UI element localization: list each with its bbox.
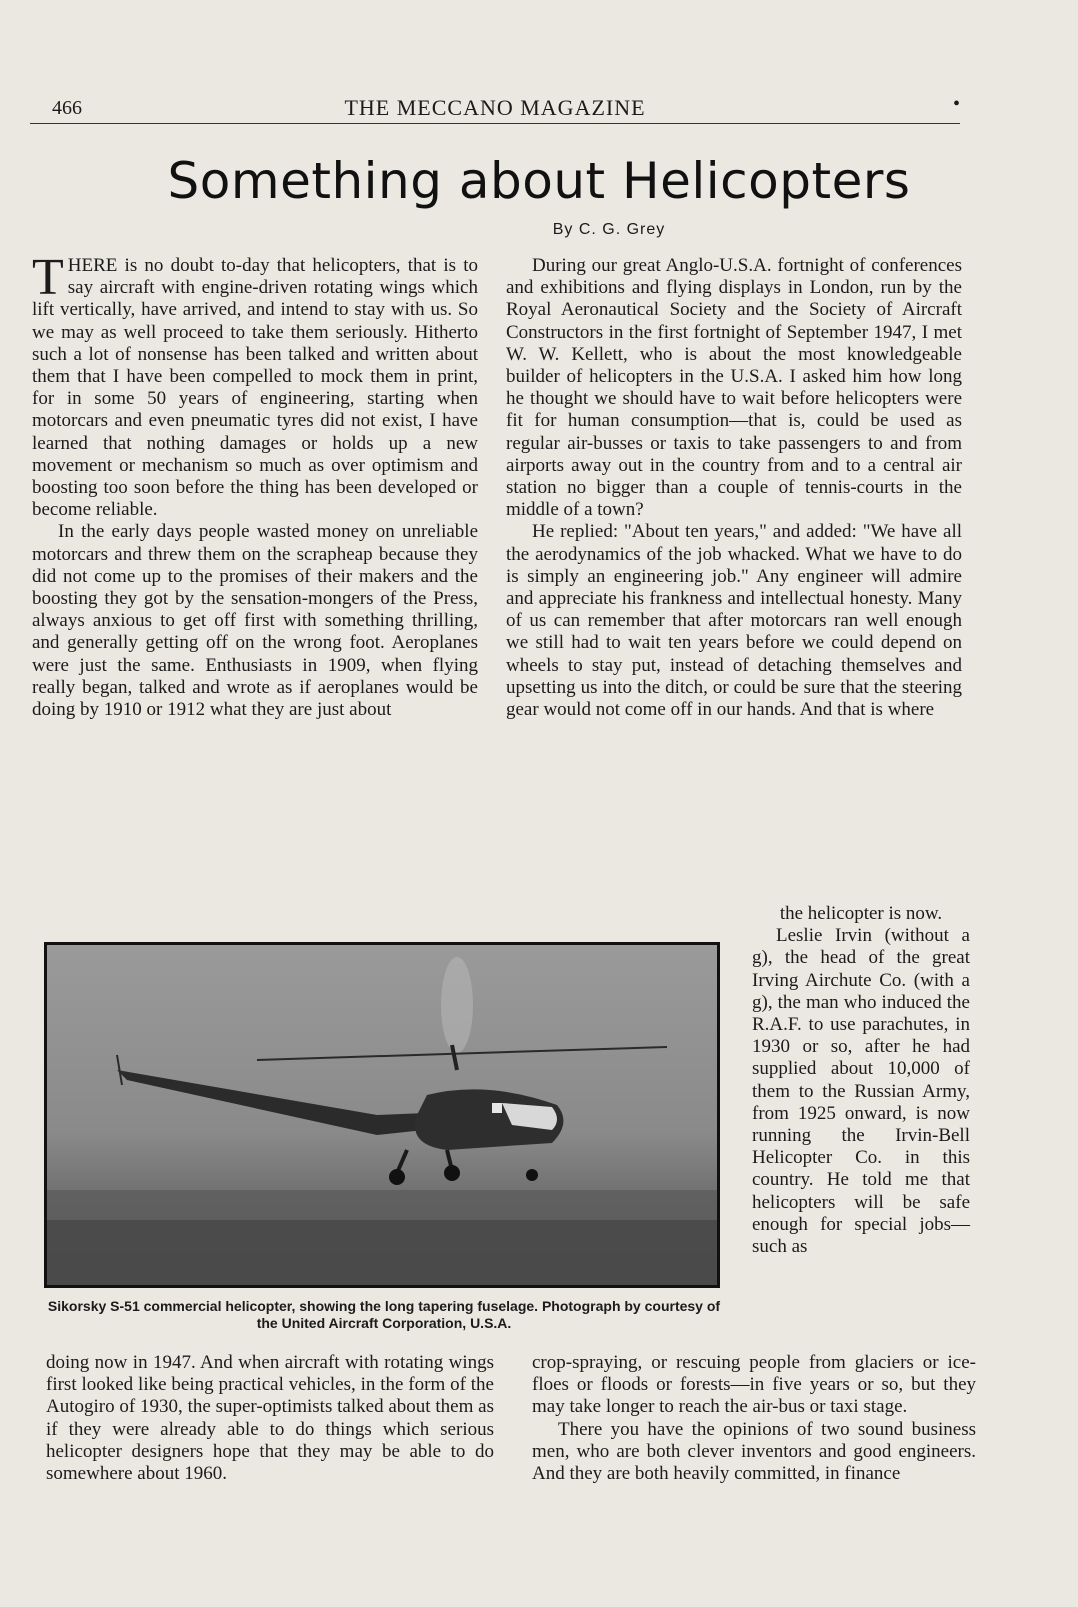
- column-right: [506, 255, 962, 721]
- page-header: [30, 93, 960, 124]
- article-title: Something about Helicopters: [167, 152, 911, 210]
- paragraph-irvin: Leslie Irvin (without a g), the head of the great Irving Airchute Co. (with a g), the man who induced the R.A.F. to use parachutes, in 1930 or so, after he had supplied about 10,000 of them to the Russian Army, from 1925 onward, is now running the Irvin-Bell Helicopter Co. in this country. He told me that helicopters will be safe enough for special jobs—such as: [752, 925, 970, 1258]
- helicopter-photo-image: [47, 945, 717, 1285]
- paragraph-crop-spraying: crop-spraying, or rescuing people from glaciers or ice-floes or floods or forests—in five years or so, but they may take longer to reach the air-bus or taxi stage.: [532, 1352, 976, 1418]
- narrow-line-helicopter-now: the helicopter is now.: [779, 903, 943, 924]
- paragraph-opinions: There you have the opinions of two sound business men, who are both clever inventors and good engineers. And they are both heavily committed, in finance: [532, 1418, 976, 1485]
- paragraph-early-days: In the early days people wasted money on unreliable motorcars and threw them on the scrapheap because they did not come up to the promises of their makers and the boosting they got by the sensation-mongers of the Press, always anxious to get off first with something thrilling, and generally getting off on the wrong foot. Aeroplanes were just the same. Enthusiasts in 1909, when flying really began, talked and wrote as if aeroplanes would be doing by 1910 or 1912 what they are just about: [32, 521, 478, 721]
- page-number: 466: [52, 97, 82, 119]
- column-left: [32, 249, 478, 721]
- intro-text: HERE is no doubt to-day that helicopters, that is to say aircraft with engine-driven rotating wings which lift vertically, have arrived, and intend to stay with us. So we may as well proceed to take them seriously. Hitherto such a lot of nonsense has been talked and written about them that I have been compelled to mock them in print, for in some 50 years of engineering, starting when motorcars and even pneumatic tyres did not exist, I have learned that nothing damages or holds up a new movement or mechanism so much as over optimism and boosting too soon before the thing has been developed or become reliable.: [32, 255, 478, 521]
- column-narrow: [752, 903, 970, 1258]
- paragraph-continued: doing now in 1947. And when aircraft with rotating wings first looked like being practical vehicles, in the form of the Autogiro of 1930, the super-optimists talked about them as if they were already able to do things which serious helicopter designers hope that they may be able to do somewhere about 1960.: [46, 1352, 494, 1485]
- drop-cap: T: [32, 249, 64, 306]
- column-bottom-right: [532, 1352, 976, 1485]
- running-title: THE MECCANO MAGAZINE: [344, 95, 646, 120]
- paragraph-reply: He replied: "About ten years," and added: "We have all the aerodynamics of the job whacked. What we have to do is simply an engineering job." Any engineer will admire and appreciate his frankness and intellectual honesty. Many of us can remember that after motorcars ran well enough we still had to wait ten years before we could depend on wheels to stay put, instead of detaching themselves and upsetting us into the ditch, or could be sure that the steering gear would not come off in our hands. And that is where: [506, 521, 962, 721]
- photo-caption: Sikorsky S-51 commercial helicopter, showing the long tapering fuselage. Photograph by courtesy of the United Aircraft Corporation, U.S.A.: [47, 1298, 721, 1331]
- column-bottom-left: [46, 1352, 494, 1485]
- paragraph-intro: [32, 249, 478, 521]
- paragraph-kellett: During our great Anglo-U.S.A. fortnight of conferences and exhibitions and flying displays in London, run by the Royal Aeronautical Society and the Society of Aircraft Constructors in the first fortnight of September 1947, I met W. W. Kellett, who is about the most knowledgeable builder of helicopters in the U.S.A. I asked him how long he thought we should have to wait before helicopters were fit for human consumption—that is, could be used as regular air-busses or taxis to take passengers to and from airports away out in the country from and to a central air station no bigger than a couple of tennis-courts in the middle of a town?: [506, 255, 962, 521]
- article-byline: By C. G. Grey: [552, 221, 666, 238]
- helicopter-photo: [44, 942, 720, 1288]
- header-dot: •: [952, 93, 960, 115]
